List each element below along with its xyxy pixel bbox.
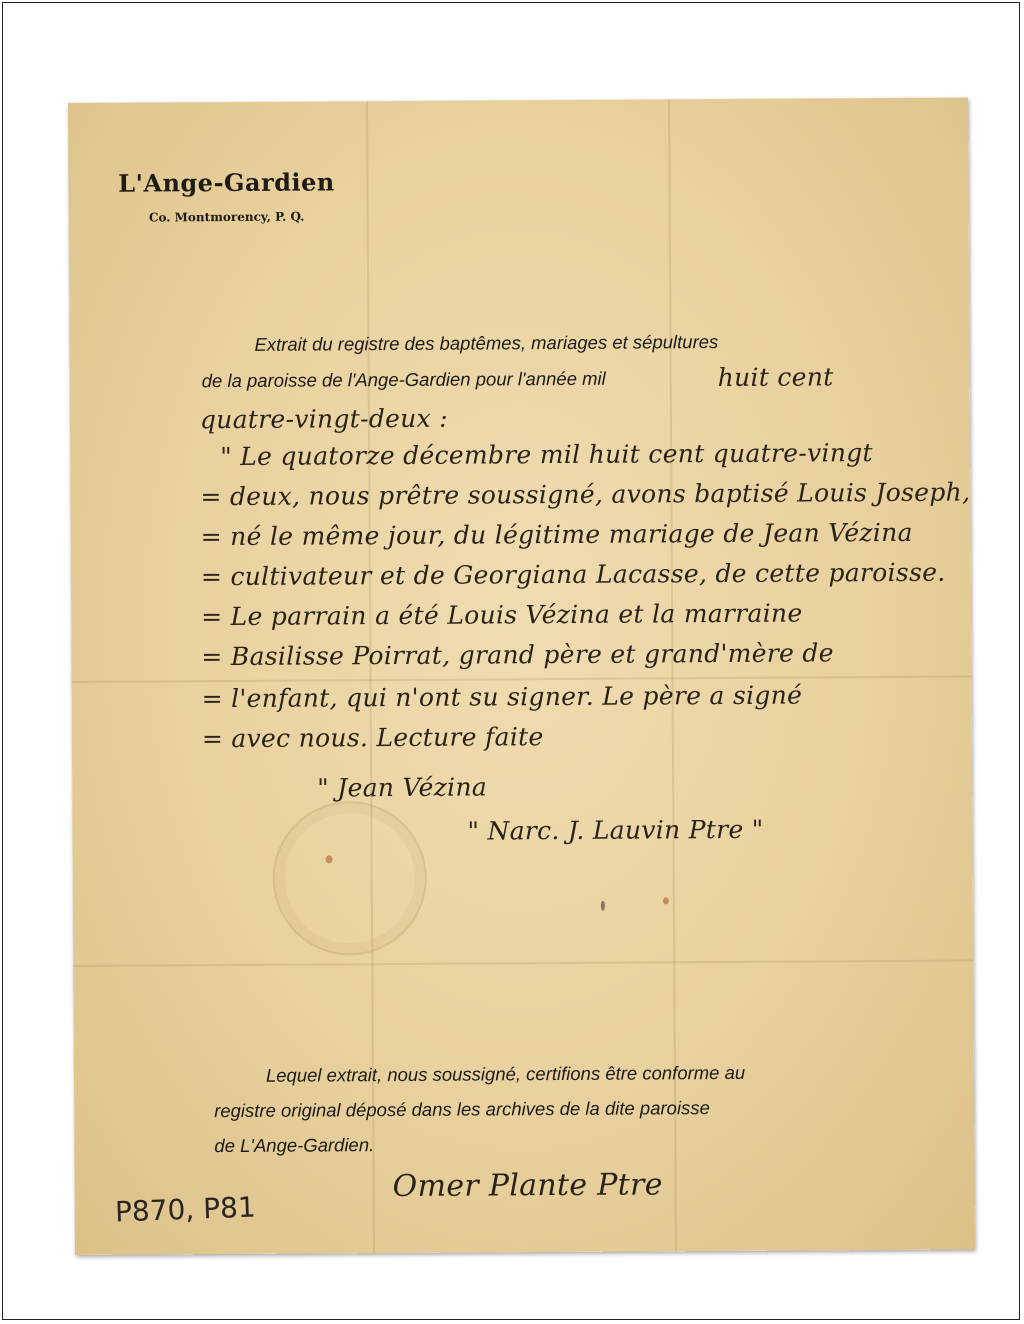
certification-line1: Lequel extrait, nous soussigné, certifions être conforme au (265, 1061, 746, 1086)
ink-stain (663, 897, 669, 904)
certification-line3: de L'Ange-Gardien. (214, 1134, 375, 1157)
signature-jean-vezina: " Jean Vézina (317, 772, 488, 803)
archive-reference-code: P870, P81 (114, 1190, 257, 1229)
handwritten-year-part2: quatre-vingt-deux : (199, 403, 449, 435)
handwritten-line: = cultivateur et de Georgiana Lacasse, de cette paroisse. (200, 557, 946, 592)
letterhead-subtitle: Co. Montmorency, P. Q. (148, 209, 305, 225)
fold-line-horizontal (73, 959, 973, 966)
handwritten-year-part1: huit cent (717, 362, 834, 393)
baptism-certificate-document (68, 98, 975, 1255)
handwritten-line: " Le quatorze décembre mil huit cent quatre-vingt (220, 438, 873, 472)
embossed-seal (272, 801, 427, 956)
header-text-line1: Extrait du registre des baptêmes, mariages et sépultures (254, 331, 719, 355)
handwritten-line: = l'enfant, qui n'ont su signer. Le père a signé (201, 680, 803, 714)
handwritten-line: = deux, nous prêtre soussigné, avons baptisé Louis Joseph, (200, 477, 971, 512)
certification-line2: registre original déposé dans les archives de la dite paroisse (214, 1097, 710, 1122)
handwritten-line: = Le parrain a été Louis Vézina et la marraine (201, 598, 803, 632)
header-text-line2: de la paroisse de l'Ange-Gardien pour l'année mil (201, 367, 606, 392)
letterhead-title: L'Ange-Gardien (118, 167, 335, 198)
handwritten-line: = Basilisse Poirrat, grand père et grand'mère de (201, 638, 834, 672)
pastor-signature: Omer Plante Ptre (392, 1167, 663, 1205)
handwritten-line: = avec nous. Lecture faite (201, 722, 544, 754)
ink-mark (601, 901, 605, 911)
handwritten-line: = né le même jour, du légitime mariage de Jean Vézina (200, 517, 913, 552)
ink-stain (326, 855, 333, 863)
signature-priest: " Narc. J. Lauvin Ptre " (467, 814, 764, 846)
